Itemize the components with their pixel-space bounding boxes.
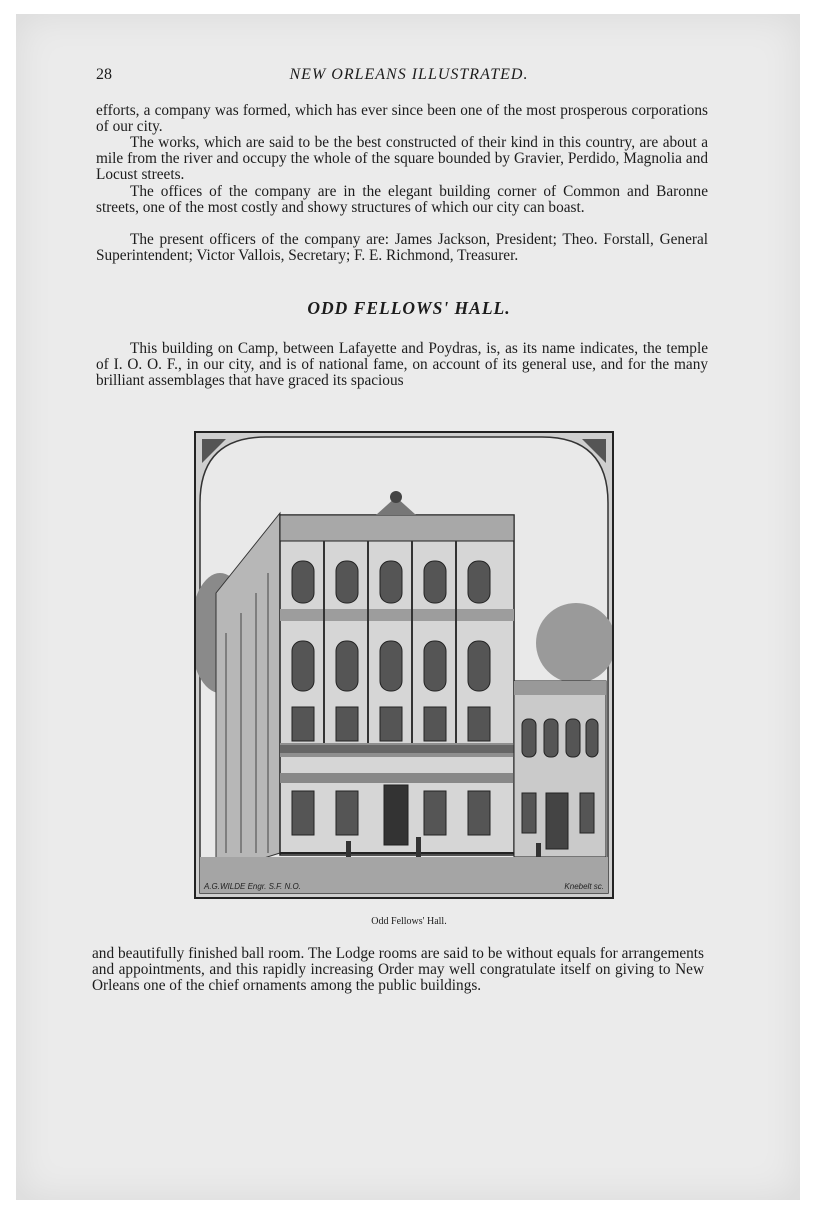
section-heading: ODD FELLOWS' HALL. (307, 298, 511, 318)
engraving-odd-fellows-hall (194, 431, 614, 899)
paragraph-officers: The present officers of the company are: James Jackson, President; Theo. Forstall, General Superintendent; Victor Vallois, Secretary; F. E. Richmond, Treasurer. (96, 231, 708, 264)
paragraph-odd-fellows-continued: and beautifully finished ball room. The Lodge rooms are said to be without equals for arrangements and appointments, and this rapidly increasing Order may well congratulate itself on giving to New Orleans one of the chief ornaments among the public buildings. (92, 945, 704, 994)
page-number: 28 (96, 66, 112, 83)
engraver-credit-left: A.G.WILDE Engr. S.F. N.O. (204, 882, 301, 891)
engraver-credit-right: Knebelt sc. (564, 882, 604, 891)
paragraph-offices: The offices of the company are in the elegant building corner of Common and Baronne streets, one of the most costly and showy structures of which our city can boast. (96, 183, 708, 216)
running-title: NEW ORLEANS ILLUSTRATED. (289, 66, 529, 83)
paragraph-continued: efforts, a company was formed, which has ever since been one of the most prosperous corporations of our city. (96, 102, 708, 135)
paragraph-gas-works: The works, which are said to be the best constructed of their kind in this country, are about a mile from the river and occupy the whole of the square bounded by Gravier, Perdido, Magnolia and Locust streets. (96, 134, 708, 183)
illustration-caption: Odd Fellows' Hall. (371, 916, 447, 927)
paragraph-odd-fellows-intro: This building on Camp, between Lafayette and Poydras, is, as its name indicates, the temple of I. O. O. F., in our city, and is of national fame, on account of its general use, and for the many brilliant assemblages that have graced its spacious (96, 340, 708, 389)
